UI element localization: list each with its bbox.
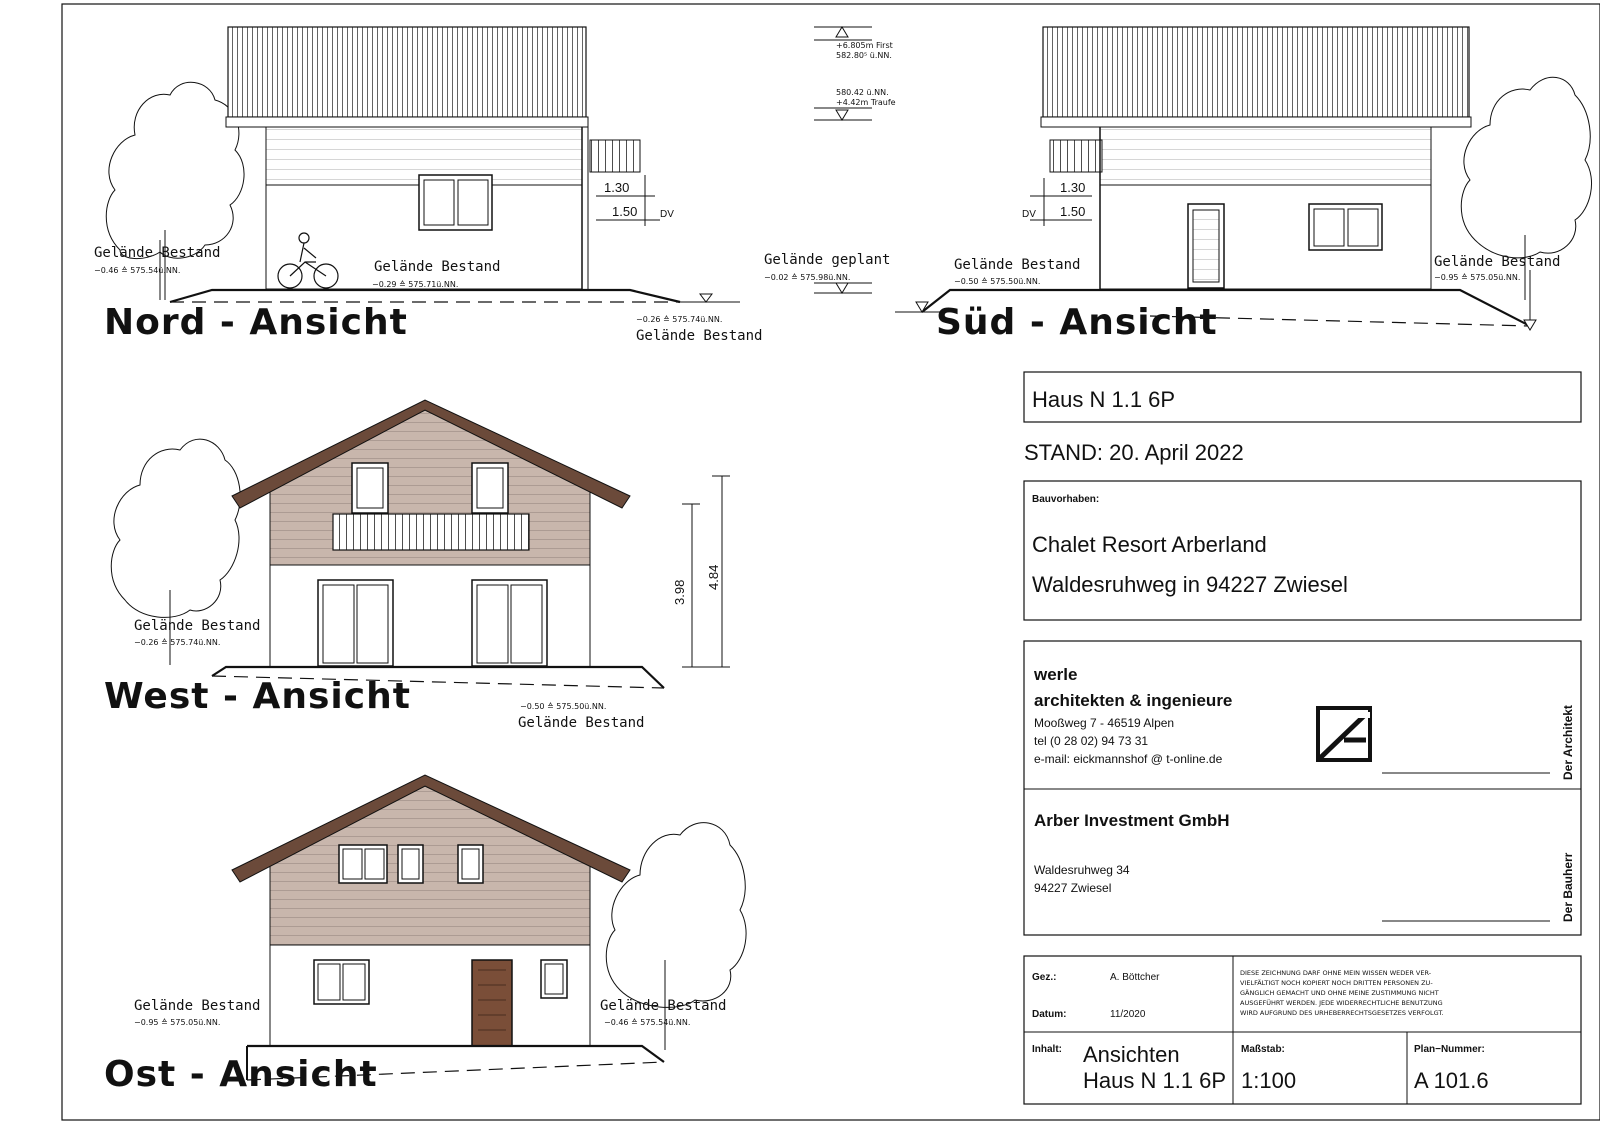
architect-name: werle xyxy=(1034,665,1078,684)
height-label: +4.42m Traufe xyxy=(836,98,896,107)
ground-level: −0.46 ≙ 575.54ü.NN. xyxy=(604,1018,691,1027)
ground-label: Gelände Bestand xyxy=(600,998,727,1014)
architect-email: e-mail: eickmannshof @ t-online.de xyxy=(1034,752,1223,766)
plan-number-value: A 101.6 xyxy=(1414,1068,1489,1093)
window xyxy=(472,463,508,513)
view-title: Ost - Ansicht xyxy=(104,1054,378,1095)
dim-label: DV xyxy=(660,209,674,220)
project-address: Waldesruhweg in 94227 Zwiesel xyxy=(1032,572,1348,597)
massstab-label: Maßstab: xyxy=(1241,1044,1285,1055)
nord-elevation xyxy=(94,27,762,344)
west-elevation xyxy=(104,400,730,731)
window xyxy=(419,175,492,230)
ground-label: Gelände Bestand xyxy=(636,328,763,344)
client-name: Arber Investment GmbH xyxy=(1034,811,1230,830)
view-title: Nord - Ansicht xyxy=(104,302,408,343)
architect-address: Mooßweg 7 - 46519 Alpen xyxy=(1034,716,1175,730)
inhalt-title: Ansichten xyxy=(1083,1042,1180,1067)
patio-door xyxy=(472,580,547,666)
ground-level: −0.29 ≙ 575.71ü.NN. xyxy=(372,280,459,289)
inhalt-subtitle: Haus N 1.1 6P xyxy=(1083,1068,1227,1093)
house-title: Haus N 1.1 6P xyxy=(1032,387,1176,412)
ground-level: −0.50 ≙ 575.50ü.NN. xyxy=(954,277,1041,286)
ground-level: −0.26 ≙ 575.74ü.NN. xyxy=(134,638,221,647)
balcony-railing xyxy=(333,514,529,550)
stand-date: STAND: 20. April 2022 xyxy=(1024,440,1244,465)
ost-elevation xyxy=(104,775,746,1095)
sued-elevation xyxy=(895,27,1592,343)
balcony-railing xyxy=(590,140,640,172)
dim-label: DV xyxy=(1022,209,1036,220)
ground-level: −0.26 ≙ 575.74ü.NN. xyxy=(636,315,723,324)
copyright-line: WIRD AUFGRUND DES URHEBERRECHTSGESETZES VERFOLGT. xyxy=(1240,1009,1444,1017)
ground-label: Gelände Bestand xyxy=(94,245,221,261)
height-label: 582.80⁵ ü.NN. xyxy=(836,51,892,60)
entrance-door xyxy=(472,960,512,1046)
copyright-line: GÄNGLICH GEMACHT UND OHNE MEINE ZUSTIMMUNG NICHT xyxy=(1240,989,1439,997)
dim-label: 1.50 xyxy=(1060,204,1086,219)
bauvorhaben-label: Bauvorhaben: xyxy=(1032,494,1100,505)
window xyxy=(541,960,567,998)
architect-phone: tel (0 28 02) 94 73 31 xyxy=(1034,734,1149,748)
ground-level: −0.46 ≙ 575.54ü.NN. xyxy=(94,266,181,275)
planned-ground-level: −0.02 ≙ 575.98ü.NN. xyxy=(764,273,851,282)
inhalt-label: Inhalt: xyxy=(1032,1044,1062,1055)
copyright-line: VIELFÄLTIGT NOCH KOPIERT NOCH DRITTEN PERSONEN ZU- xyxy=(1240,979,1433,987)
datum-value: 11/2020 xyxy=(1110,1009,1146,1020)
dim-label: 1.50 xyxy=(612,204,638,219)
client-street: Waldesruhweg 34 xyxy=(1034,863,1130,877)
datum-label: Datum: xyxy=(1032,1009,1067,1020)
ground-label: Gelände Bestand xyxy=(374,259,501,275)
gez-label: Gez.: xyxy=(1032,972,1057,983)
gez-value: A. Böttcher xyxy=(1110,972,1160,983)
height-label: 580.42 ü.NN. xyxy=(836,88,889,97)
project-name: Chalet Resort Arberland xyxy=(1032,532,1267,557)
patio-door xyxy=(318,580,393,666)
ground-level: −0.50 ≙ 575.50ü.NN. xyxy=(520,702,607,711)
roof xyxy=(228,27,586,117)
window xyxy=(458,845,483,883)
copyright-line: DIESE ZEICHNUNG DARF OHNE MEIN WISSEN WEDER VER- xyxy=(1240,969,1432,977)
dim-label: 4.84 xyxy=(706,564,721,590)
dim-label: 1.30 xyxy=(604,180,630,195)
gable-cladding xyxy=(270,786,590,945)
ground-label: Gelände Bestand xyxy=(134,618,261,634)
ground-label: Gelände Bestand xyxy=(1434,254,1561,270)
window xyxy=(1309,204,1382,250)
dim-label: 1.30 xyxy=(1060,180,1086,195)
copyright-line: AUSGEFÜHRT WERDEN. JEDE WIDERRECHTLICHE BENUTZUNG xyxy=(1240,999,1443,1007)
facade xyxy=(1100,127,1431,185)
architect-role: Der Architekt xyxy=(1561,705,1575,780)
height-markers xyxy=(764,27,896,293)
architect-firm: architekten & ingenieure xyxy=(1034,691,1233,710)
view-title: West - Ansicht xyxy=(104,676,411,717)
massstab-value: 1:100 xyxy=(1241,1068,1297,1093)
door xyxy=(1188,204,1224,288)
ground-label: Gelände Bestand xyxy=(134,998,261,1014)
client-role: Der Bauherr xyxy=(1561,852,1575,922)
tree-illustration xyxy=(606,823,746,1050)
client-city: 94227 Zwiesel xyxy=(1034,881,1112,895)
dim-label: 3.98 xyxy=(672,579,687,605)
view-title: Süd - Ansicht xyxy=(936,302,1218,343)
ground-level: −0.95 ≙ 575.05ü.NN. xyxy=(134,1018,221,1027)
window xyxy=(398,845,423,883)
title-block xyxy=(1024,372,1581,1104)
window xyxy=(352,463,388,513)
window xyxy=(339,845,387,883)
window xyxy=(314,960,369,1004)
ground-label: Gelände Bestand xyxy=(518,715,645,731)
plan-number-label: Plan−Nummer: xyxy=(1414,1044,1485,1055)
ground-label: Gelände Bestand xyxy=(954,257,1081,273)
height-label: +6.805m First xyxy=(836,41,893,50)
ground-level: −0.95 ≙ 575.05ü.NN. xyxy=(1434,273,1521,282)
planned-ground-label: Gelände geplant xyxy=(764,252,891,268)
balcony-railing xyxy=(1050,140,1102,172)
roof xyxy=(1043,27,1469,117)
